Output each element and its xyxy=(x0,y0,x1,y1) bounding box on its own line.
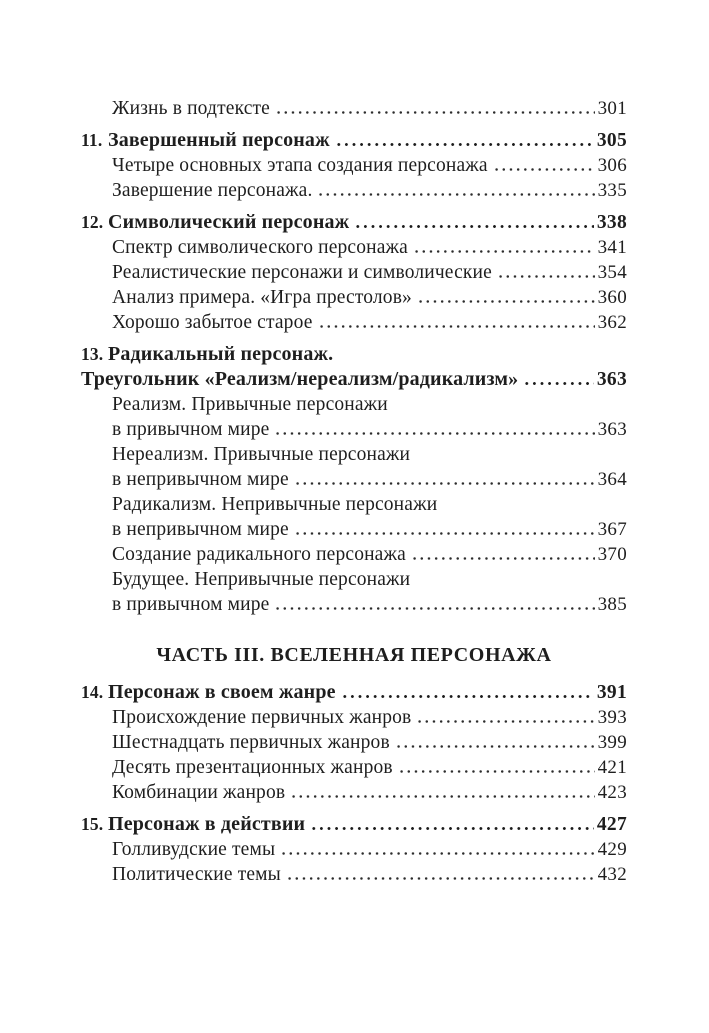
toc-entry xyxy=(81,153,627,178)
page-number: 306 xyxy=(597,155,627,176)
dot-leader xyxy=(275,111,595,114)
toc-entry xyxy=(81,812,627,837)
entry-title: Завершенный персонаж xyxy=(108,129,330,151)
dot-leader xyxy=(497,275,595,278)
entry-title: Жизнь в подтексте xyxy=(112,98,270,119)
toc-entry xyxy=(81,467,627,492)
toc-entry xyxy=(81,178,627,203)
toc-entry xyxy=(81,260,627,285)
toc-entry xyxy=(81,780,627,805)
toc-entry xyxy=(81,862,627,887)
toc-entry xyxy=(81,128,627,153)
dot-leader xyxy=(310,827,594,830)
toc-entry xyxy=(81,210,627,235)
toc-entry xyxy=(81,96,627,121)
entry-title: Анализ примера. «Игра престолов» xyxy=(112,287,412,308)
entry-title: Комбинации жанров xyxy=(112,782,286,803)
toc-entry xyxy=(81,755,627,780)
dot-leader xyxy=(411,557,595,560)
dot-leader xyxy=(413,250,595,253)
entry-title: Шестнадцать первичных жанров xyxy=(112,732,390,753)
toc-entry xyxy=(81,730,627,755)
entry-number: 11. xyxy=(81,130,103,150)
page-number: 421 xyxy=(597,757,627,778)
toc-entry xyxy=(81,567,627,592)
page-number: 432 xyxy=(597,864,627,885)
dot-leader xyxy=(274,432,594,435)
toc-entry xyxy=(81,492,627,517)
dot-leader xyxy=(274,607,594,610)
part-heading: ЧАСТЬ III. ВСЕЛЕННАЯ ПЕРСОНАЖА xyxy=(156,644,552,666)
entry-title: Голливудские темы xyxy=(112,839,276,860)
dot-leader xyxy=(280,852,594,855)
dot-leader xyxy=(335,143,594,146)
toc-entry xyxy=(81,392,627,417)
dot-leader xyxy=(416,720,594,723)
entry-title: Нереализм. Привычные персонажи xyxy=(112,444,411,465)
toc-entry xyxy=(81,285,627,310)
entry-title: Треугольник «Реализм/нереализм/радикализм» xyxy=(81,368,519,390)
toc-entry xyxy=(81,680,627,705)
entry-title: Радикализм. Непривычные персонажи xyxy=(112,494,438,515)
page-number: 354 xyxy=(597,262,627,283)
page-number: 360 xyxy=(597,287,627,308)
entry-title: в привычном мире xyxy=(112,594,270,615)
page-number: 363 xyxy=(597,419,627,440)
toc-entry xyxy=(81,542,627,567)
page-number: 301 xyxy=(597,98,627,119)
toc-entry xyxy=(81,342,627,367)
toc-entry xyxy=(81,517,627,542)
page-number: 391 xyxy=(596,682,627,703)
entry-title: Реализм. Привычные персонажи xyxy=(112,394,388,415)
entry-title: в привычном мире xyxy=(112,419,270,440)
page-number: 429 xyxy=(597,839,627,860)
page-number: 370 xyxy=(597,544,627,565)
page-number: 338 xyxy=(596,212,627,233)
dot-leader xyxy=(354,225,594,228)
entry-title: Спектр символического персонажа xyxy=(112,237,408,258)
entry-title: Будущее. Непривычные персонажи xyxy=(112,569,411,590)
entry-title: Десять презентационных жанров xyxy=(112,757,393,778)
dot-leader xyxy=(294,482,595,485)
entry-number: 15. xyxy=(81,814,104,834)
page-number: 335 xyxy=(597,180,627,201)
table-of-contents xyxy=(81,96,627,887)
page-number: 367 xyxy=(597,519,627,540)
entry-title: Четыре основных этапа создания персонажа xyxy=(112,155,488,176)
page-number: 364 xyxy=(597,469,627,490)
toc-entry xyxy=(81,367,627,392)
dot-leader xyxy=(294,532,595,535)
page-number: 399 xyxy=(597,732,627,753)
entry-title: Персонаж в своем жанре xyxy=(108,681,336,703)
entry-title: Происхождение первичных жанров xyxy=(112,707,412,728)
dot-leader xyxy=(417,300,595,303)
entry-title: Радикальный персонаж. xyxy=(108,343,334,365)
dot-leader xyxy=(318,325,595,328)
dot-leader xyxy=(395,745,595,748)
toc-entry xyxy=(81,592,627,617)
entry-number: 14. xyxy=(81,682,104,702)
page-number: 423 xyxy=(597,782,627,803)
dot-leader xyxy=(341,695,594,698)
toc-entry xyxy=(81,705,627,730)
toc-entry xyxy=(81,235,627,260)
entry-title: Завершение персонажа. xyxy=(112,180,313,201)
entry-title: в непривычном мире xyxy=(112,469,289,490)
entry-number: 13. xyxy=(81,344,104,364)
page-number: 393 xyxy=(597,707,627,728)
dot-leader xyxy=(290,795,594,798)
page-number: 305 xyxy=(596,130,627,151)
entry-title: в непривычном мире xyxy=(112,519,289,540)
dot-leader xyxy=(523,382,594,385)
page-number: 341 xyxy=(597,237,627,258)
entry-title: Персонаж в действии xyxy=(108,813,306,835)
page-number: 363 xyxy=(596,369,627,390)
dot-leader xyxy=(317,193,594,196)
entry-number: 12. xyxy=(81,212,104,232)
entry-title: Политические темы xyxy=(112,864,281,885)
dot-leader xyxy=(398,770,595,773)
dot-leader xyxy=(286,877,595,880)
toc-entry xyxy=(81,837,627,862)
page-number: 385 xyxy=(597,594,627,615)
toc-entry xyxy=(81,442,627,467)
toc-entry xyxy=(81,417,627,442)
page-number: 362 xyxy=(597,312,627,333)
entry-title: Реалистические персонажи и символические xyxy=(112,262,492,283)
toc-entry xyxy=(81,310,627,335)
page-number: 427 xyxy=(596,814,627,835)
entry-title: Создание радикального персонажа xyxy=(112,544,406,565)
dot-leader xyxy=(493,168,595,171)
entry-title: Хорошо забытое старое xyxy=(112,312,313,333)
entry-title: Символический персонаж xyxy=(108,211,350,233)
